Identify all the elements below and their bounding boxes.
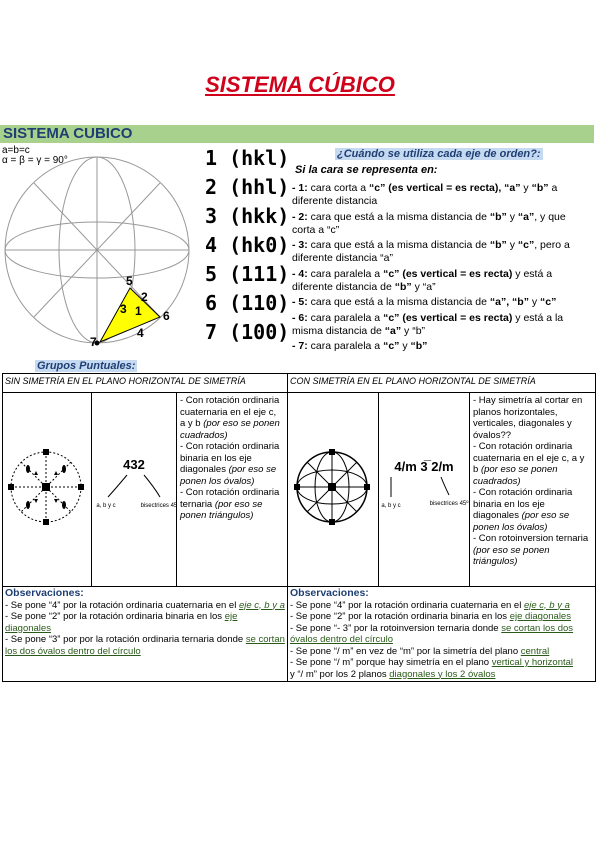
- axis-label: a, b y c: [381, 503, 401, 509]
- sphere-projection-diagram: [0, 145, 200, 350]
- stereogram-m3m: [288, 442, 376, 532]
- right-description: - Hay simetría al cortar en planos horizontales, verticales, diagonales y óvalos?? - Con rotación ordinaria cuaternaria en el eje c, a y b (por eso se ponen cuadrados) - Con rotación ordinaria binaria en los eje diagonales (por eso se ponen los óvalos) - Con rotoinversion ternaria (por eso se ponen triángulos): [470, 393, 596, 587]
- pole-label-6: 6: [163, 309, 170, 323]
- left-symbol-cell: [92, 393, 177, 587]
- right-observations: Observaciones: - Se pone “4” por la rotación ordinaria cuaternaria en el eje c, b y a - Se pone “2” por la rotación ordinaria binaria en los eje diagonales - Se pone “- 3” por la rotoinversion ternaria donde se cortan los dos óvalos dentro del círculo - Se pone “/ m” en vez de “m” por la simetría del plano central - Se pone “/ m” porque hay simetría en el plano vertical y horizontal y “/ m” por los 2 planos diagonales y los 2 óvalos: [288, 587, 596, 682]
- point-groups-table: [2, 373, 596, 682]
- hm-symbol-432: 432: [123, 457, 145, 472]
- rule-item: - 4: cara paralela a “c” (es vertical = es recta) y está a diferente distancia de “b” y “a”: [292, 267, 553, 294]
- pole-label-2: 2: [141, 290, 148, 304]
- rule-item: - 1: cara corta a “c” (es vertical = es recta), “a” y “b” a diferente distancia: [292, 182, 558, 208]
- pole-label-1: 1: [135, 304, 142, 318]
- left-header: SIN SIMETRÍA EN EL PLANO HORIZONTAL DE SIMETRÍA: [3, 374, 288, 393]
- point-groups-label: Grupos Puntuales:: [37, 360, 136, 372]
- hkl-4: 4 (hk0): [205, 233, 290, 257]
- question-subheading: Si la cara se representa en:: [295, 164, 438, 176]
- section-header: [0, 125, 594, 143]
- condition-edges: a=b=c: [2, 145, 30, 156]
- pole-label-5: 5: [126, 274, 133, 288]
- right-header: CON SIMETRÍA EN EL PLANO HORIZONTAL DE SIMETRÍA: [288, 374, 596, 393]
- rule-item: - 3: cara que está a la misma distancia de “b” y “c”, pero a diferente distancia “a”: [292, 239, 570, 265]
- stereogram-432: [3, 442, 89, 532]
- condition-angles: α = β = γ = 90°: [2, 155, 68, 166]
- right-stereogram-cell: [288, 393, 379, 587]
- section-header-text: SISTEMA CUBICO: [3, 125, 133, 142]
- rule-item: - 5: cara que está a la misma distancia de “a”, “b” y “c”: [292, 296, 557, 309]
- hm-symbol-m3m: 4/m 3̅ 2/m: [394, 459, 454, 474]
- hkl-6: 6 (110): [205, 291, 290, 315]
- pole-label-7: 7: [90, 335, 97, 349]
- hkl-5: 5 (111): [205, 262, 290, 286]
- bisectrices-label: bisectrices 45º: [429, 501, 469, 507]
- right-symbol-cell: [379, 393, 470, 587]
- asymmetric-unit-triangle: [100, 288, 160, 342]
- rules-list: [292, 182, 582, 356]
- page-title: SISTEMA CÚBICO: [205, 72, 395, 97]
- left-stereogram-cell: [3, 393, 92, 587]
- hkl-7: 7 (100): [205, 320, 290, 344]
- rule-item: - 6: cara paralela a “c” (es vertical = es recta) y está a la misma distancia de “a” y “b”: [292, 311, 564, 337]
- left-observations: Observaciones: - Se pone “4” por la rotación ordinaria cuaternaria en el eje c, b y a - Se pone “2” por la rotación ordinaria binaria en los eje diagonales - Se pone “3” por por la rotación ordinaria ternaria donde se cortan los dos óvalos dentro del círculo: [3, 587, 288, 682]
- fourfold-symbol: [42, 483, 50, 491]
- bisectrices-label: bisectrices 45º: [140, 503, 176, 509]
- pole-label-4: 4: [137, 326, 144, 340]
- question-heading: ¿Cuándo se utiliza cada eje de orden?:: [337, 148, 541, 160]
- left-description: - Con rotación ordinaria cuaternaria en el eje c, a y b (por eso se ponen cuadrados) - Con rotación ordinaria binaria en los eje diagonales (por eso se ponen los óvalos) - Con rotación ordinaria ternaria (por eso se ponen triángulos): [177, 393, 288, 587]
- hkl-3: 3 (hkk): [205, 204, 290, 228]
- hkl-2: 2 (hhl): [205, 175, 290, 199]
- rule-item: - 2: cara que está a la misma distancia de “b” y “a”, y que corta a “c”: [292, 210, 566, 236]
- pole-label-3: 3: [120, 302, 127, 316]
- rule-item: - 7: cara paralela a “c” y “b”: [292, 340, 428, 353]
- hkl-1: 1 (hkl): [205, 146, 290, 170]
- axis-label: a, b y c: [96, 503, 116, 509]
